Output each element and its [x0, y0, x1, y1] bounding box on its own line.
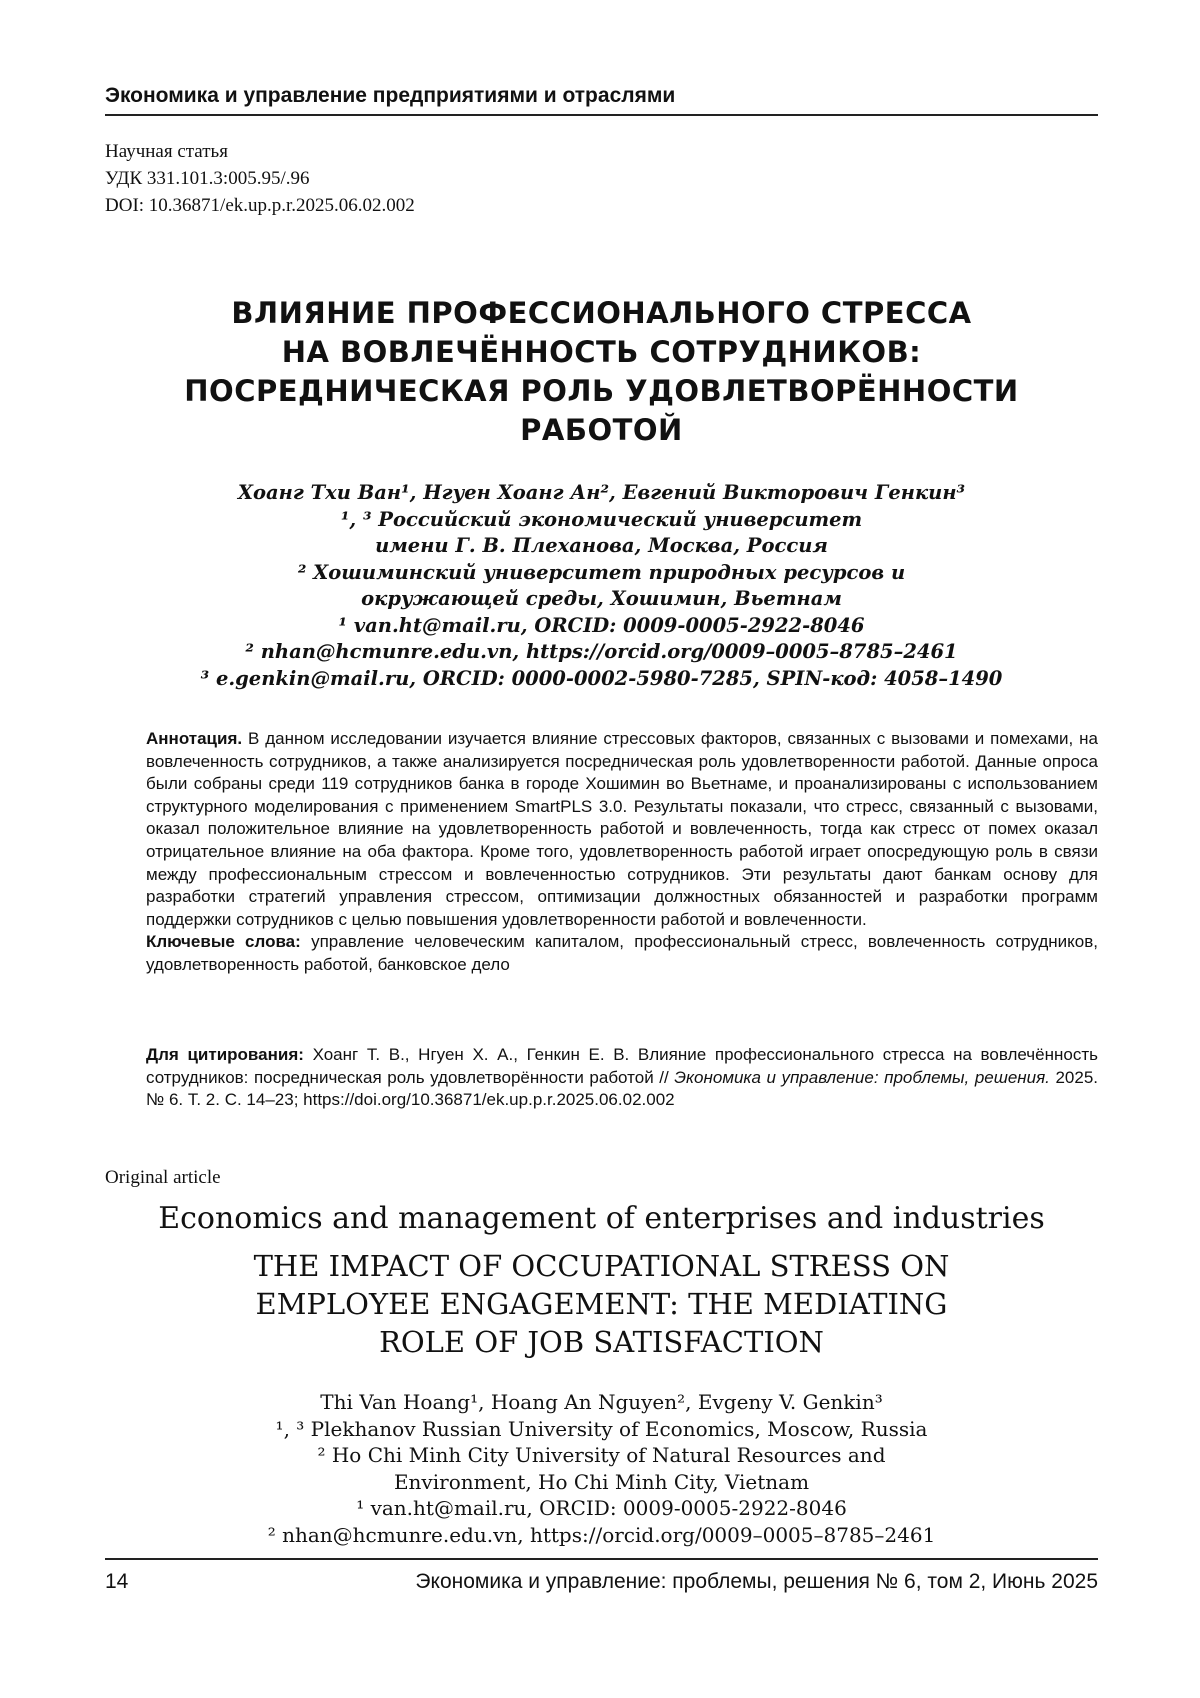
authors-ru-line: ¹ van.ht@mail.ru, ORCID: 0009-0005-2922-8046	[105, 613, 1098, 640]
authors-en-line: ² Ho Chi Minh City University of Natural Resources and	[105, 1442, 1098, 1469]
title-ru	[105, 294, 1098, 450]
original-article-label: Original article	[105, 1167, 221, 1189]
abstract-text: В данном исследовании изучается влияние стрессовых факторов, связанных с вызовами и помехами, на вовлеченность сотрудников, а также анализируется посредническая роль удовлетворенности работой. Данные опроса были собраны среди 119 сотрудников банка в городе Хошимин во Вьетнаме, и проанализированы с использованием структурного моделирования с применением SmartPLS 3.0. Результаты показали, что стресс, связанный с вызовами, оказал положительное влияние на удовлетворенность работой и вовлеченность, тогда как стресс от помех оказал отрицательное влияние на оба фактора. Кроме того, удовлетворенность работой играет опосредующую роль в связи между профессиональным стрессом и вовлеченностью сотрудников. Эти результаты дают банкам основу для разработки стратегий управления стрессом, оптимизации должностных обязанностей и разработки программ поддержки сотрудников с целью повышения удовлетворенности работой и вовлеченности.	[146, 729, 1098, 929]
abstract-paragraph	[146, 728, 1098, 931]
article-meta	[105, 138, 415, 219]
authors-ru-line: имени Г. В. Плеханова, Москва, Россия	[105, 533, 1098, 560]
authors-ru-line: ² Хошиминский университет природных ресурсов и	[105, 560, 1098, 587]
header-rule	[105, 114, 1098, 116]
udk-code: УДК 331.101.3:005.95/.96	[105, 165, 415, 192]
authors-ru	[105, 480, 1098, 692]
citation-details: 2025. № 6. Т. 2. С. 14–23; https://doi.org/10.36871/ek.up.p.r.2025.06.02.002	[146, 1068, 1098, 1110]
authors-ru-line: ² nhan@hcmunre.edu.vn, https://orcid.org/0009–0005–8785–2461	[105, 639, 1098, 666]
title-en-line: ROLE OF JOB SATISFACTION	[105, 1323, 1098, 1361]
authors-ru-line: ³ e.genkin@mail.ru, ORCID: 0000-0002-5980-7285, SPIN-код: 4058–1490	[105, 666, 1098, 693]
citation-journal: Экономика и управление: проблемы, решения.	[674, 1068, 1050, 1087]
authors-en-line: ¹, ³ Plekhanov Russian University of Economics, Moscow, Russia	[105, 1416, 1098, 1443]
article-type: Научная статья	[105, 138, 415, 165]
title-en	[105, 1247, 1098, 1361]
title-ru-line: ПОСРЕДНИЧЕСКАЯ РОЛЬ УДОВЛЕТВОРЁННОСТИ	[105, 372, 1098, 411]
title-ru-line: НА ВОВЛЕЧЁННОСТЬ СОТРУДНИКОВ:	[105, 333, 1098, 372]
running-header: Экономика и управление предприятиями и отраслями	[105, 84, 675, 108]
title-ru-line: ВЛИЯНИЕ ПРОФЕССИОНАЛЬНОГО СТРЕССА	[105, 294, 1098, 333]
authors-ru-line: ¹, ³ Российский экономический университет	[105, 507, 1098, 534]
abstract-label: Аннотация.	[146, 729, 242, 748]
authors-en	[105, 1389, 1098, 1548]
citation	[146, 1044, 1098, 1112]
footer-journal: Экономика и управление: проблемы, решения № 6, том 2, Июнь 2025	[415, 1570, 1098, 1594]
citation-label: Для цитирования:	[146, 1045, 304, 1064]
authors-en-line: Environment, Ho Chi Minh City, Vietnam	[105, 1469, 1098, 1496]
title-ru-line: РАБОТОЙ	[105, 411, 1098, 450]
authors-ru-line: окружающей среды, Хошимин, Вьетнам	[105, 586, 1098, 613]
citation-text: Хоанг Т. В., Нгуен Х. А., Генкин Е. В. Влияние профессионального стресса на вовлечённость сотрудников: посредническая роль удовлетворённости работой //	[146, 1045, 1098, 1087]
keywords-text: управление человеческим капиталом, профессиональный стресс, вовлеченность сотрудников, удовлетворенность работой, банковское дело	[146, 932, 1098, 974]
article-page	[0, 0, 1200, 1698]
section-en: Economics and management of enterprises and industries	[105, 1199, 1098, 1239]
doi: DOI: 10.36871/ek.up.p.r.2025.06.02.002	[105, 192, 415, 219]
page-number: 14	[105, 1570, 128, 1594]
authors-en-line: ² nhan@hcmunre.edu.vn, https://orcid.org/0009–0005–8785–2461	[105, 1522, 1098, 1549]
authors-en-line: Thi Van Hoang¹, Hoang An Nguyen², Evgeny V. Genkin³	[105, 1389, 1098, 1416]
authors-ru-line: Хоанг Тхи Ван¹, Нгуен Хоанг Ан², Евгений Викторович Генкин³	[105, 480, 1098, 507]
keywords-paragraph	[146, 931, 1098, 976]
title-en-line: EMPLOYEE ENGAGEMENT: THE MEDIATING	[105, 1285, 1098, 1323]
abstract	[146, 728, 1098, 977]
title-en-line: THE IMPACT OF OCCUPATIONAL STRESS ON	[105, 1247, 1098, 1285]
authors-en-line: ¹ van.ht@mail.ru, ORCID: 0009-0005-2922-8046	[105, 1495, 1098, 1522]
footer-rule	[105, 1558, 1098, 1560]
keywords-label: Ключевые слова:	[146, 932, 301, 951]
